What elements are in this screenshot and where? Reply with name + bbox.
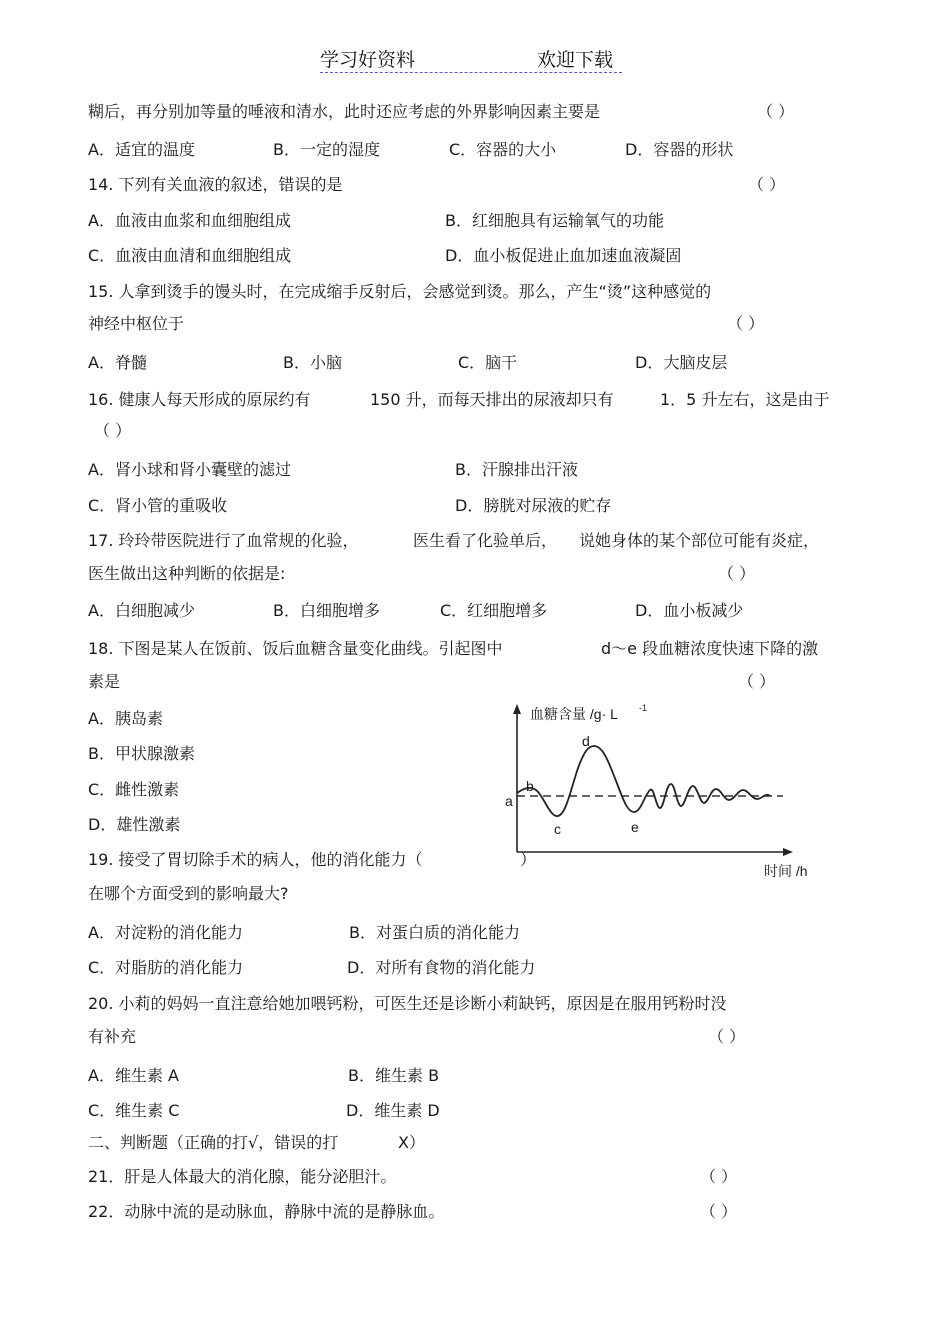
point-label-b: b	[526, 778, 534, 794]
option: A．维生素 A	[88, 1066, 179, 1085]
option: C．红细胞增多	[440, 601, 548, 620]
option: A．对淀粉的消化能力	[88, 923, 243, 942]
option: D．血小板促进止血加速血液凝固	[445, 246, 682, 265]
answer-blank: （ ）	[700, 1202, 738, 1221]
point-label-c: c	[554, 821, 561, 837]
answer-blank: （ ）	[738, 672, 776, 691]
question-21: 21．肝是人体最大的消化腺，能分泌胆汁。	[88, 1167, 397, 1186]
question-18-line2: 素是	[88, 672, 121, 691]
option: D．维生素 D	[346, 1101, 440, 1120]
section-heading: X）	[398, 1133, 425, 1152]
option: B．维生素 B	[348, 1066, 440, 1085]
option: C．脑干	[458, 353, 518, 372]
option: A．适宜的温度	[88, 140, 195, 159]
answer-blank: （ ）	[718, 564, 756, 583]
option: A．胰岛素	[88, 709, 163, 728]
option: D．血小板减少	[635, 601, 744, 620]
option: A．脊髓	[88, 353, 147, 372]
option: B．一定的湿度	[273, 140, 380, 159]
option: C．容器的大小	[449, 140, 557, 159]
header-left: 学习好资料	[320, 49, 416, 71]
option: C．对脂肪的消化能力	[88, 958, 244, 977]
option: C．血液由血清和血细胞组成	[88, 246, 292, 265]
option: A．白细胞减少	[88, 601, 195, 620]
option: B．甲状腺激素	[88, 744, 195, 763]
blood-sugar-curve	[517, 746, 770, 816]
question-17: 医生看了化验单后，	[413, 531, 558, 550]
option: B．白细胞增多	[273, 601, 380, 620]
option: B．小脑	[283, 353, 342, 372]
header-right: 欢迎下载	[537, 49, 614, 71]
answer-blank: （ ）	[700, 1167, 738, 1186]
question-16: 1．5 升左右，这是由于	[660, 390, 830, 409]
question-14: 14. 下列有关血液的叙述，错误的是	[88, 175, 343, 194]
q13-continuation: 糊后，再分别加等量的唾液和清水，此时还应考虑的外界影响因素主要是	[88, 102, 601, 121]
answer-blank: （ ）	[708, 1027, 746, 1046]
question-19: 19. 接受了胃切除手术的病人，他的消化能力（	[88, 850, 423, 869]
question-15-line2: 神经中枢位于	[88, 314, 185, 333]
option: B．对蛋白质的消化能力	[349, 923, 520, 942]
x-axis-label: 时间 /h	[764, 863, 808, 879]
option: D．对所有食物的消化能力	[347, 958, 536, 977]
header-underline	[320, 72, 622, 73]
option: B．汗腺排出汗液	[455, 460, 578, 479]
option: D．容器的形状	[625, 140, 734, 159]
option: B．红细胞具有运输氧气的功能	[445, 211, 664, 230]
question-19-line2: 在哪个方面受到的影响最大?	[88, 884, 289, 903]
section-heading: 二、判断题（正确的打√，错误的打	[88, 1133, 339, 1152]
answer-blank: （ ）	[757, 102, 795, 121]
option: C．雌性激素	[88, 780, 180, 799]
y-axis-arrow	[513, 704, 521, 714]
point-label-d: d	[582, 733, 590, 749]
blood-sugar-chart	[500, 700, 820, 885]
y-axis-label: 血糖含量 /g· L	[530, 706, 618, 722]
question-16: 16. 健康人每天形成的原尿约有	[88, 390, 311, 409]
question-16: 150 升，而每天排出的尿液却只有	[370, 390, 614, 409]
question-17: 说她身体的某个部位可能有炎症，	[579, 531, 820, 550]
answer-blank: （ ）	[94, 421, 132, 440]
answer-blank: ）	[520, 850, 537, 869]
option: C．维生素 C	[88, 1101, 180, 1120]
question-20: 20. 小莉的妈妈一直注意给她加喂钙粉，可医生还是诊断小莉缺钙，原因是在服用钙粉时没	[88, 994, 727, 1013]
option: D．大脑皮层	[635, 353, 728, 372]
question-15: 15. 人拿到烫手的馒头时，在完成缩手反射后，会感觉到烫。那么，产生“烫”这种感觉的	[88, 282, 712, 301]
answer-blank: （ ）	[748, 175, 786, 194]
option: D．膀胱对尿液的贮存	[455, 496, 612, 515]
y-axis-label-exponent: -1	[639, 703, 648, 713]
point-label-a: a	[505, 793, 513, 809]
option: D．雄性激素	[88, 815, 181, 834]
answer-blank: （ ）	[727, 314, 765, 333]
question-17-line2: 医生做出这种判断的依据是:	[88, 564, 286, 583]
point-label-e: e	[631, 819, 639, 835]
question-22: 22．动脉中流的是动脉血，静脉中流的是静脉血。	[88, 1202, 445, 1221]
question-18: 18. 下图是某人在饭前、饭后血糖含量变化曲线。引起图中	[88, 639, 503, 658]
option: A．血液由血浆和血细胞组成	[88, 211, 291, 230]
x-axis-arrow	[783, 848, 793, 856]
question-18: d～e 段血糖浓度快速下降的激	[601, 639, 819, 658]
option: C．肾小管的重吸收	[88, 496, 228, 515]
question-20-line2: 有补充	[88, 1027, 137, 1046]
question-17: 17. 玲玲带医院进行了血常规的化验，	[88, 531, 359, 550]
option: A．肾小球和肾小囊壁的滤过	[88, 460, 291, 479]
